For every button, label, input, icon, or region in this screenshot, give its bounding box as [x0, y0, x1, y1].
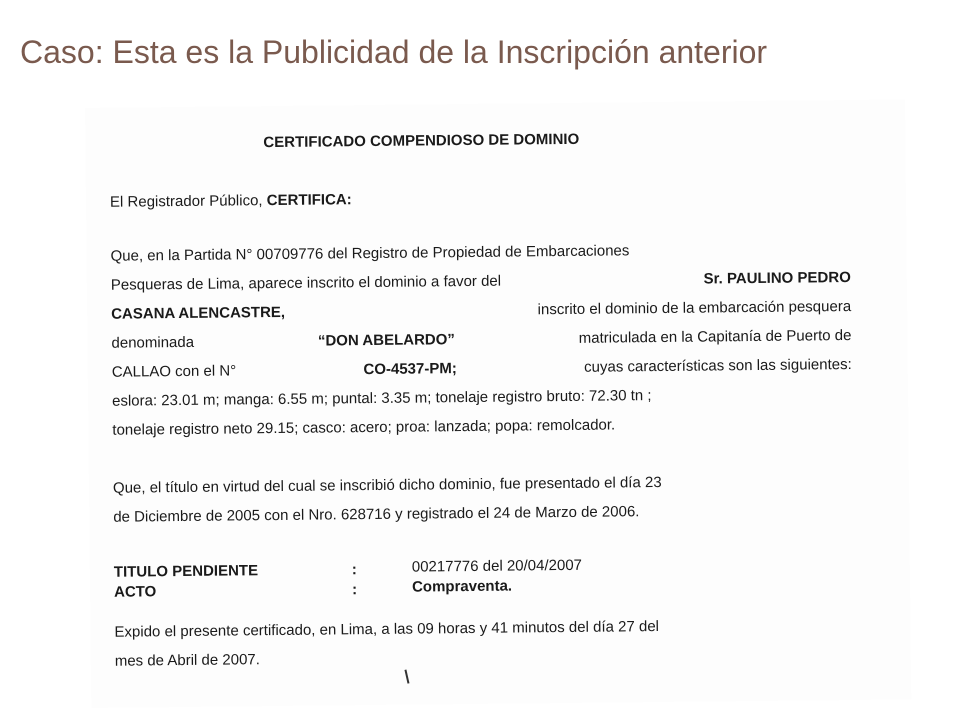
p1-line5-b: cuyas características son las siguientes:: [584, 355, 852, 376]
field-key: ACTO: [113, 583, 157, 601]
field-separator: :: [351, 561, 357, 579]
p1-line5-a: CALLAO con el N°: [111, 362, 237, 381]
p1-line7: tonelaje registro neto 29.15; casco: acero; proa: lanzada; popa: remolcador.: [112, 416, 616, 439]
intro-certifica: CERTIFICA:: [266, 191, 352, 210]
scanned-certificate: [85, 99, 911, 708]
p1-line2-text: Pesqueras de Lima, aparece inscrito el dominio a favor del: [110, 272, 502, 294]
intro-line: [110, 186, 850, 211]
p1-line3-text: inscrito el dominio de la embarcación pesquera: [537, 297, 852, 319]
p1-line6: eslora: 23.01 m; manga: 6.55 m; puntal: 3.35 m; tonelaje registro bruto: 72.30 tn ;: [111, 387, 652, 410]
p2-line2: de Diciembre de 2005 con el Nro. 628716 y registrado el 24 de Marzo de 2006.: [113, 503, 640, 526]
owner-name-part1: Sr. PAULINO PEDRO: [703, 268, 851, 288]
field-key: TITULO PENDIENTE: [113, 562, 259, 581]
certificate-title: CERTIFICADO COMPENDIOSO DE DOMINIO: [263, 130, 580, 152]
registration-number: CO-4537-PM;: [363, 360, 457, 379]
owner-name-part2: CASANA ALENCASTRE,: [111, 303, 286, 323]
p1-line5: [112, 356, 852, 381]
p1-line1: Que, en la Partida N° 00709776 del Registro de Propiedad de Embarcaciones: [110, 242, 630, 265]
pen-mark: [404, 670, 409, 684]
intro-lead: El Registrador Público,: [109, 192, 263, 211]
closing-line2: mes de Abril de 2007.: [114, 651, 260, 670]
p1-line4-a: denominada: [111, 333, 195, 352]
field-separator: :: [351, 581, 358, 599]
p1-line3: [111, 298, 851, 323]
p1-line4-b: matriculada en la Capitanía de Puerto de: [578, 326, 852, 347]
vessel-name: “DON ABELARDO”: [317, 331, 455, 350]
slide-title: Caso: Esta es la Publicidad de la Inscripción anterior: [20, 34, 768, 70]
p2-line1: Que, el título en virtud del cual se inscribió dicho dominio, fue presentado el día 23: [112, 473, 662, 497]
field-value: 00217776 del 20/04/2007: [411, 556, 583, 576]
closing-line1: Expido el presente certificado, en Lima, a las 09 horas y 41 minutos del día 27 del: [114, 618, 660, 641]
p1-line2: [111, 269, 851, 294]
p1-line4: [111, 327, 851, 352]
field-value: Compraventa.: [411, 577, 513, 596]
